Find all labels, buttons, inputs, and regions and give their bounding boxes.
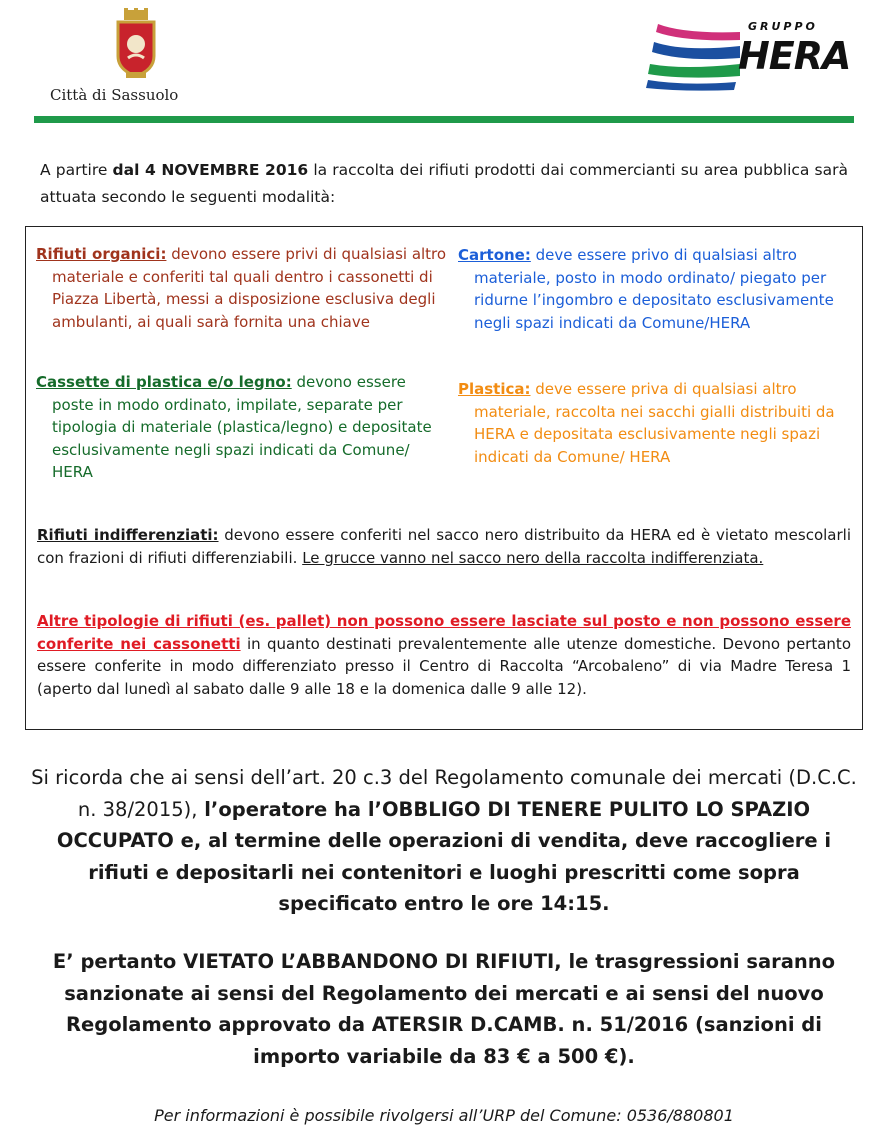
rule-cassette (36, 371, 452, 484)
hera-gruppo-label: GRUPPO (748, 20, 818, 33)
hera-logo (644, 20, 851, 94)
header-divider (34, 116, 854, 123)
city-name: Città di Sassuolo (50, 86, 179, 104)
rule-indifferenziati-head: Rifiuti indifferenziati: (37, 526, 219, 544)
intro-paragraph (40, 157, 848, 211)
intro-date: dal 4 NOVEMBRE 2016 (112, 161, 309, 179)
intro-text-after: la raccolta dei rifiuti prodotti dai commercianti su area pubblica sarà attuata secondo le seguenti modalità: (40, 161, 848, 206)
rule-indifferenziati (37, 524, 851, 570)
prohibition-paragraph: E’ pertanto VIETATO L’ABBANDONO DI RIFIUTI, le trasgressioni saranno sanzionate ai sensi del Regolamento dei mercati e ai sensi del nuovo Regolamento approvato da ATERSIR D.CAMB. n. 51/2016 (sanzioni di importo variabile da 83 € a 500 €). (52, 950, 836, 1068)
city-crest-icon (106, 8, 166, 80)
rule-cartone-body: deve essere privo di qualsiasi altro materiale, posto in modo ordinato/ piegato per ridurne l’ingombro e depositato esclusivamente negli spazi indicati da Comune/HERA (474, 246, 834, 332)
city-logo (40, 8, 210, 104)
rule-organici-body: devono essere privi di qualsiasi altro materiale e conferiti tal quali dentro i cassonetti di Piazza Libertà, messi a disposizione esclusiva degli ambulanti, ai quali sarà fornita una chiave (52, 245, 447, 331)
rule-plastica-body: deve essere priva di qualsiasi altro materiale, raccolta nei sacchi gialli distribuiti da HERA e depositata esclusivamente negli spazi indicati da Comune/ HERA (474, 380, 835, 466)
rule-plastica (458, 378, 874, 468)
rule-organici-head: Rifiuti organici: (36, 245, 167, 263)
rule-cassette-head: Cassette di plastica e/o legno: (36, 373, 292, 391)
contact-info: Per informazioni è possibile rivolgersi all’URP del Comune: 0536/880801 (154, 1106, 734, 1125)
rule-indifferenziati-body: devono essere conferiti nel sacco nero distribuito da HERA ed è vietato mescolarli con frazioni di rifiuti differenziabili. (37, 526, 851, 567)
rule-organici (36, 243, 452, 333)
intro-text-before: A partire (40, 161, 113, 179)
rule-plastica-head: Plastica: (458, 380, 531, 398)
hera-stripes-icon (644, 20, 744, 94)
rule-cartone (458, 244, 874, 334)
rule-altre-body: in quanto destinati prevalentemente alle utenze domestiche. Devono pertanto essere conferite in modo differenziato presso il Centro di Raccolta “Arcobaleno” di via Madre Teresa 1 (aperto dal lunedì al sabato dalle 9 alle 18 e la domenica dalle 9 alle 12). (37, 634, 851, 698)
rule-altre-warning: Altre tipologie di rifiuti (es. pallet) non possono essere lasciate sul posto e non possono essere conferite nei cassonetti (37, 612, 851, 653)
reminder-bold: l’operatore ha l’OBBLIGO DI TENERE PULITO LO SPAZIO OCCUPATO e, al termine delle operazioni di vendita, deve raccogliere i rifiuti e depositarli nei contenitori e luoghi prescritti come sopra specificato entro le ore 14:15. (56, 797, 832, 915)
rule-altre (37, 610, 851, 700)
reminder-normal: Si ricorda che ai sensi dell’art. 20 c.3 del Regolamento comunale dei mercati (D.C.C. n. 38/2015), (31, 766, 857, 821)
hera-wordmark: HERA (738, 34, 851, 78)
rule-indifferenziati-note: Le grucce vanno nel sacco nero della raccolta indifferenziata. (302, 549, 764, 567)
rule-cartone-head: Cartone: (458, 246, 531, 264)
rule-cassette-body: devono essere poste in modo ordinato, impilate, separate per tipologia di materiale (plastica/legno) e depositate esclusivamente negli spazi indicati da Comune/ HERA (52, 373, 432, 481)
reminder-paragraph (28, 762, 860, 920)
